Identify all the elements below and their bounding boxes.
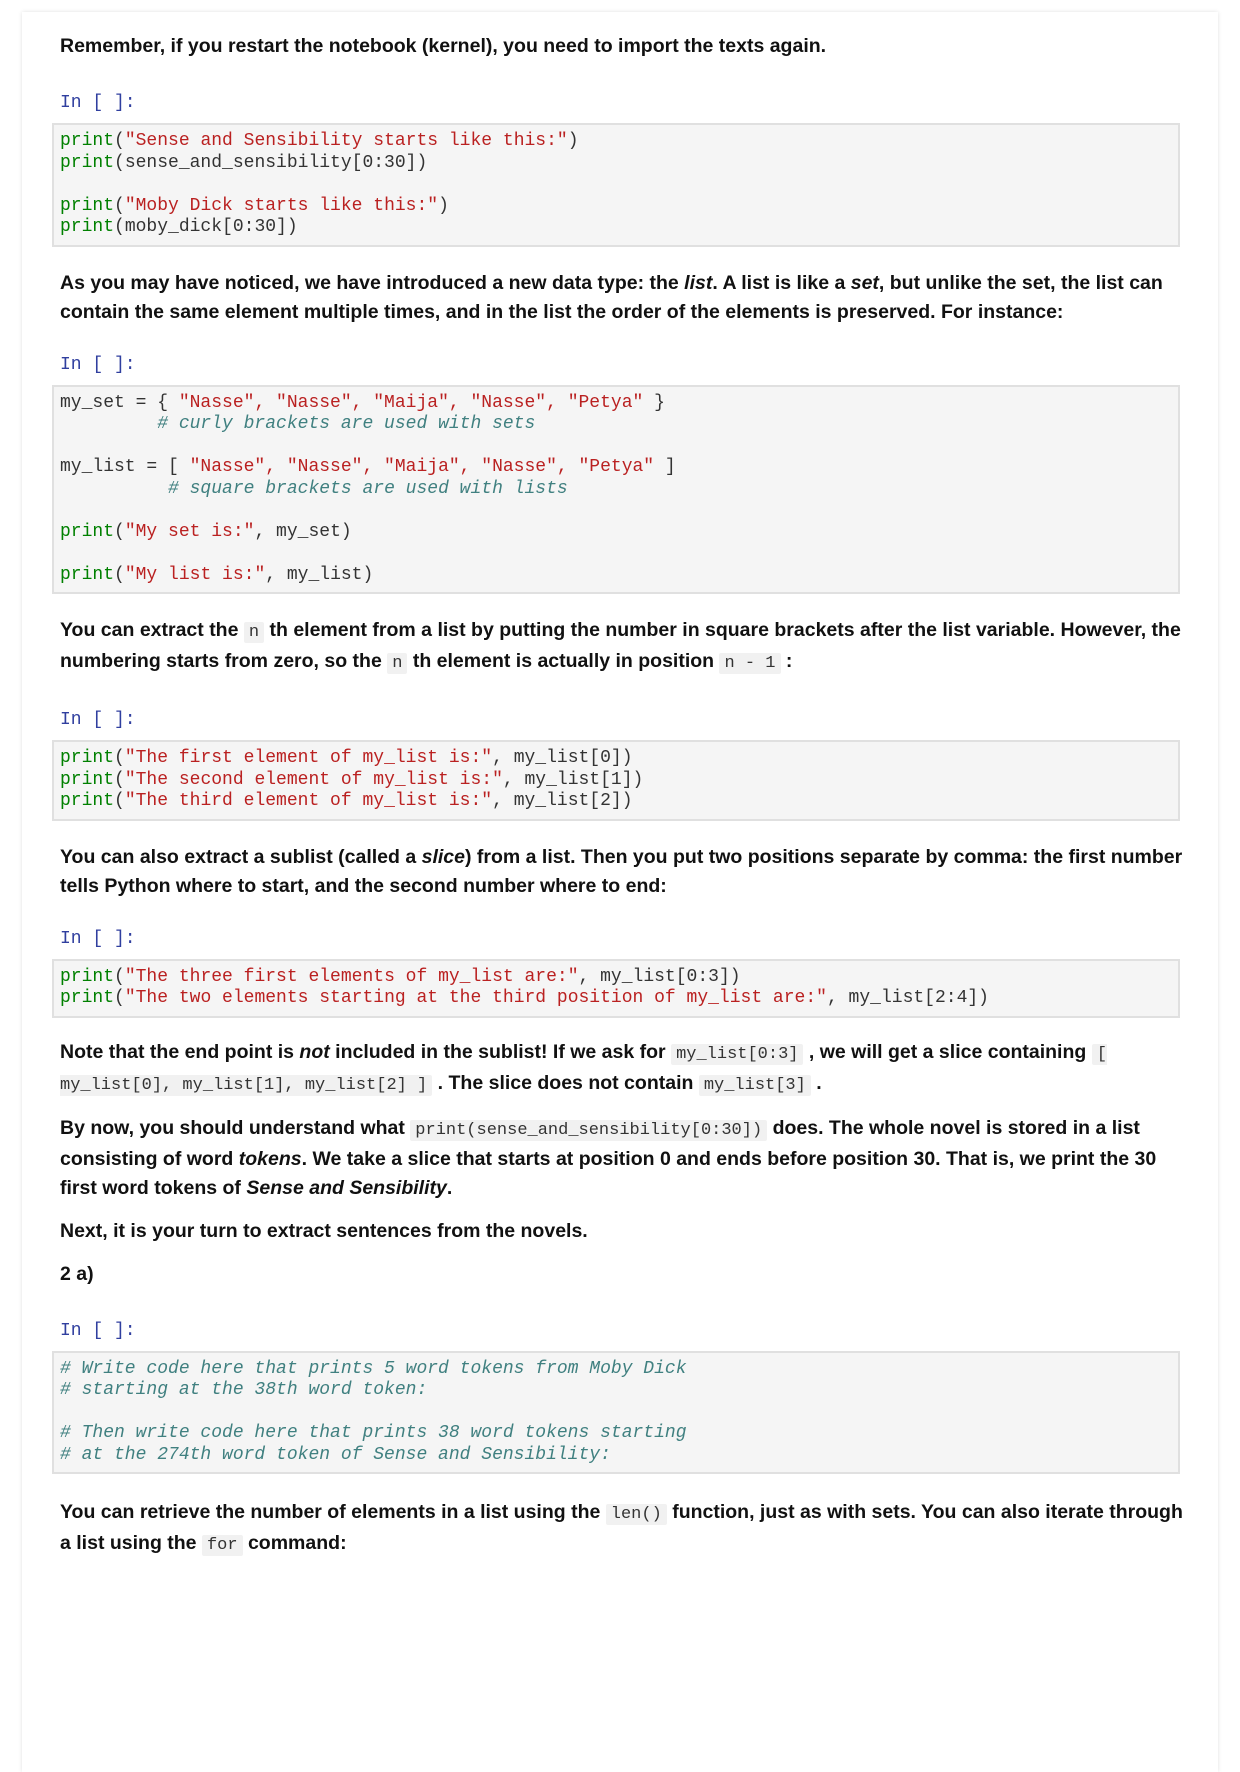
keyword: print	[60, 988, 115, 1008]
para-len	[60, 1498, 1194, 1560]
inline-code: len()	[606, 1504, 667, 1525]
string-literal: "Nasse", "Nasse", "Maija", "Nasse", "Petya"	[178, 392, 644, 413]
text: th element from a list by putting the number in square brackets after the list variable. However, the numbering starts from zero, so the	[60, 619, 1181, 672]
cell-prompt: In [ ]:	[60, 1320, 136, 1341]
text: As you may have noticed, we have introduced a new data type: the	[60, 271, 685, 294]
string-literal: "My list is:"	[124, 564, 266, 585]
code-text: , my_set)	[254, 521, 352, 542]
text: function, just as with sets. You can also iterate through a list using the	[60, 1501, 1183, 1554]
text: included in the sublist! If we ask for	[329, 1040, 672, 1063]
text: , but unlike the set, the list can contain the same element multiple times, and in the list the order of the elements is preserved. For instance:	[60, 271, 1163, 323]
text: does. The whole novel is stored in a list consisting of word	[60, 1116, 1140, 1170]
code-comment: # at the 274th word token of Sense and Sensibility:	[60, 1444, 611, 1465]
inline-code: n	[387, 653, 407, 674]
text: .	[810, 1071, 822, 1094]
inline-code: [ my_list[0], my_list[1], my_list[2] ]	[60, 1044, 1107, 1095]
string-literal: "The first element of my_list is:"	[124, 748, 493, 768]
code-comment: # square brackets are used with lists	[168, 478, 568, 499]
para-nth-element	[60, 616, 1194, 678]
code-comment: # curly brackets are used with sets	[157, 414, 536, 434]
text: command:	[242, 1532, 347, 1554]
text: Note that the end point is	[60, 1040, 300, 1063]
inline-code: for	[202, 1535, 243, 1556]
text: By now, you should understand what	[60, 1116, 411, 1139]
code-comment: # Then write code here that prints 38 word tokens starting	[60, 1423, 687, 1443]
string-literal: "The third element of my_list is:"	[124, 791, 493, 811]
inline-code: print(sense_and_sensibility[0:30])	[410, 1120, 767, 1141]
keyword: print	[60, 966, 115, 987]
text: You can retrieve the number of elements in a list using the	[60, 1501, 606, 1523]
code-text: , my_list[0:3])	[578, 966, 741, 987]
inline-code: n	[244, 622, 264, 643]
para-by-now	[60, 1114, 1194, 1203]
text: :	[780, 650, 793, 672]
code-text: my_list = [	[60, 457, 190, 477]
string-literal: "The three first elements of my_list are:"	[124, 966, 579, 987]
text: . A list is like a	[712, 271, 851, 294]
text: th element is actually in position	[407, 650, 720, 672]
text: ) from a list. Then you put two positions separate by comma: the first number tells Python where to start, and the second number where to end:	[60, 845, 1183, 897]
code-text: (moby_dick[0:30])	[114, 217, 298, 237]
inline-code: n - 1	[719, 653, 780, 674]
inline-code: my_list[0:3]	[671, 1044, 803, 1065]
string-literal: "The second element of my_list is:"	[124, 769, 503, 790]
text: You can also extract a sublist (called a	[60, 845, 422, 868]
notebook-page	[22, 12, 1218, 1772]
text: . We take a slice that starts at position 0 and ends before position 30. That is, we print the 30 first word tokens of	[60, 1147, 1157, 1199]
code-text: , my_list[0])	[492, 748, 633, 768]
code-text: , my_list[2])	[492, 791, 633, 811]
cell-prompt: In [ ]:	[60, 93, 136, 113]
string-literal: "Nasse", "Nasse", "Maija", "Nasse", "Petya"	[189, 457, 655, 477]
task-label: 2 a)	[60, 1262, 94, 1285]
code-cell-3[interactable]: print("The first element of my_list is:", my_list[0]) print("The second element of my_list is:", my_list[1]) print("The third element of my_list is:", my_list[2])	[52, 740, 1180, 821]
string-literal: "The two elements starting at the third position of my_list are:"	[124, 988, 827, 1008]
emphasis: not	[299, 1040, 330, 1063]
code-cell-1[interactable]: print("Sense and Sensibility starts like this:") print(sense_and_sensibility[0:30]) print("Moby Dick starts like this:") print(moby_dick[0:30])	[52, 123, 1180, 247]
string-literal: "Moby Dick starts like this:"	[124, 195, 439, 216]
cell-prompt: In [ ]:	[60, 354, 136, 375]
notebook-content	[60, 32, 1194, 1560]
code-comment: # starting at the 38th word token:	[60, 1380, 428, 1400]
keyword: print	[60, 217, 115, 237]
keyword: print	[60, 769, 115, 790]
keyword: print	[60, 564, 115, 585]
emphasis: set	[850, 271, 879, 294]
code-text: , my_list[2:4])	[826, 988, 989, 1008]
inline-code: my_list[3]	[699, 1075, 811, 1096]
code-text: ]	[654, 457, 676, 477]
code-cell-5[interactable]	[52, 1351, 1180, 1475]
code-text: , my_list)	[265, 564, 374, 585]
para-next: Next, it is your turn to extract sentences from the novels.	[60, 1219, 588, 1242]
para-note-endpoint	[60, 1038, 1194, 1100]
keyword: print	[60, 195, 115, 216]
code-text: (sense_and_sensibility[0:30])	[114, 152, 428, 173]
code-text: , my_list[1])	[502, 769, 644, 790]
emphasis: tokens	[238, 1147, 302, 1170]
cell-prompt: In [ ]:	[60, 928, 136, 949]
code-comment: # Write code here that prints 5 word tokens from Moby Dick	[60, 1358, 687, 1379]
text: . The slice does not contain	[432, 1071, 699, 1094]
code-text: }	[643, 392, 665, 413]
text: , we will get a slice containing	[803, 1040, 1092, 1063]
code-cell-2[interactable]: my_set = { "Nasse", "Nasse", "Maija", "Nasse", "Petya" } # curly brackets are used with sets my_list = [ "Nasse", "Nasse", "Maija", "Nasse", "Petya" ] # square brackets are used with lists print("My set is:", my_set) print("My list is:", my_list)	[52, 385, 1180, 595]
code-cell-4[interactable]: print("The three first elements of my_list are:", my_list[0:3]) print("The two elements starting at the third position of my_list are:", my_list[2:4])	[52, 959, 1180, 1018]
text: .	[446, 1176, 453, 1199]
keyword: print	[60, 152, 115, 173]
emphasis: slice	[421, 845, 465, 868]
string-literal: "My set is:"	[124, 521, 255, 542]
emphasis: list	[684, 271, 713, 294]
cell-prompt: In [ ]:	[60, 710, 136, 730]
para-list-intro	[60, 269, 1194, 327]
string-literal: "Sense and Sensibility starts like this:"	[124, 131, 568, 151]
text: You can extract the	[60, 619, 244, 641]
code-text: my_set = {	[60, 392, 179, 413]
para-slice	[60, 843, 1194, 901]
intro-text: Remember, if you restart the notebook (kernel), you need to import the texts again.	[60, 35, 827, 57]
keyword: print	[60, 748, 115, 768]
emphasis: Sense and Sensibility	[246, 1176, 447, 1199]
keyword: print	[60, 131, 115, 151]
keyword: print	[60, 791, 115, 811]
keyword: print	[60, 521, 115, 542]
